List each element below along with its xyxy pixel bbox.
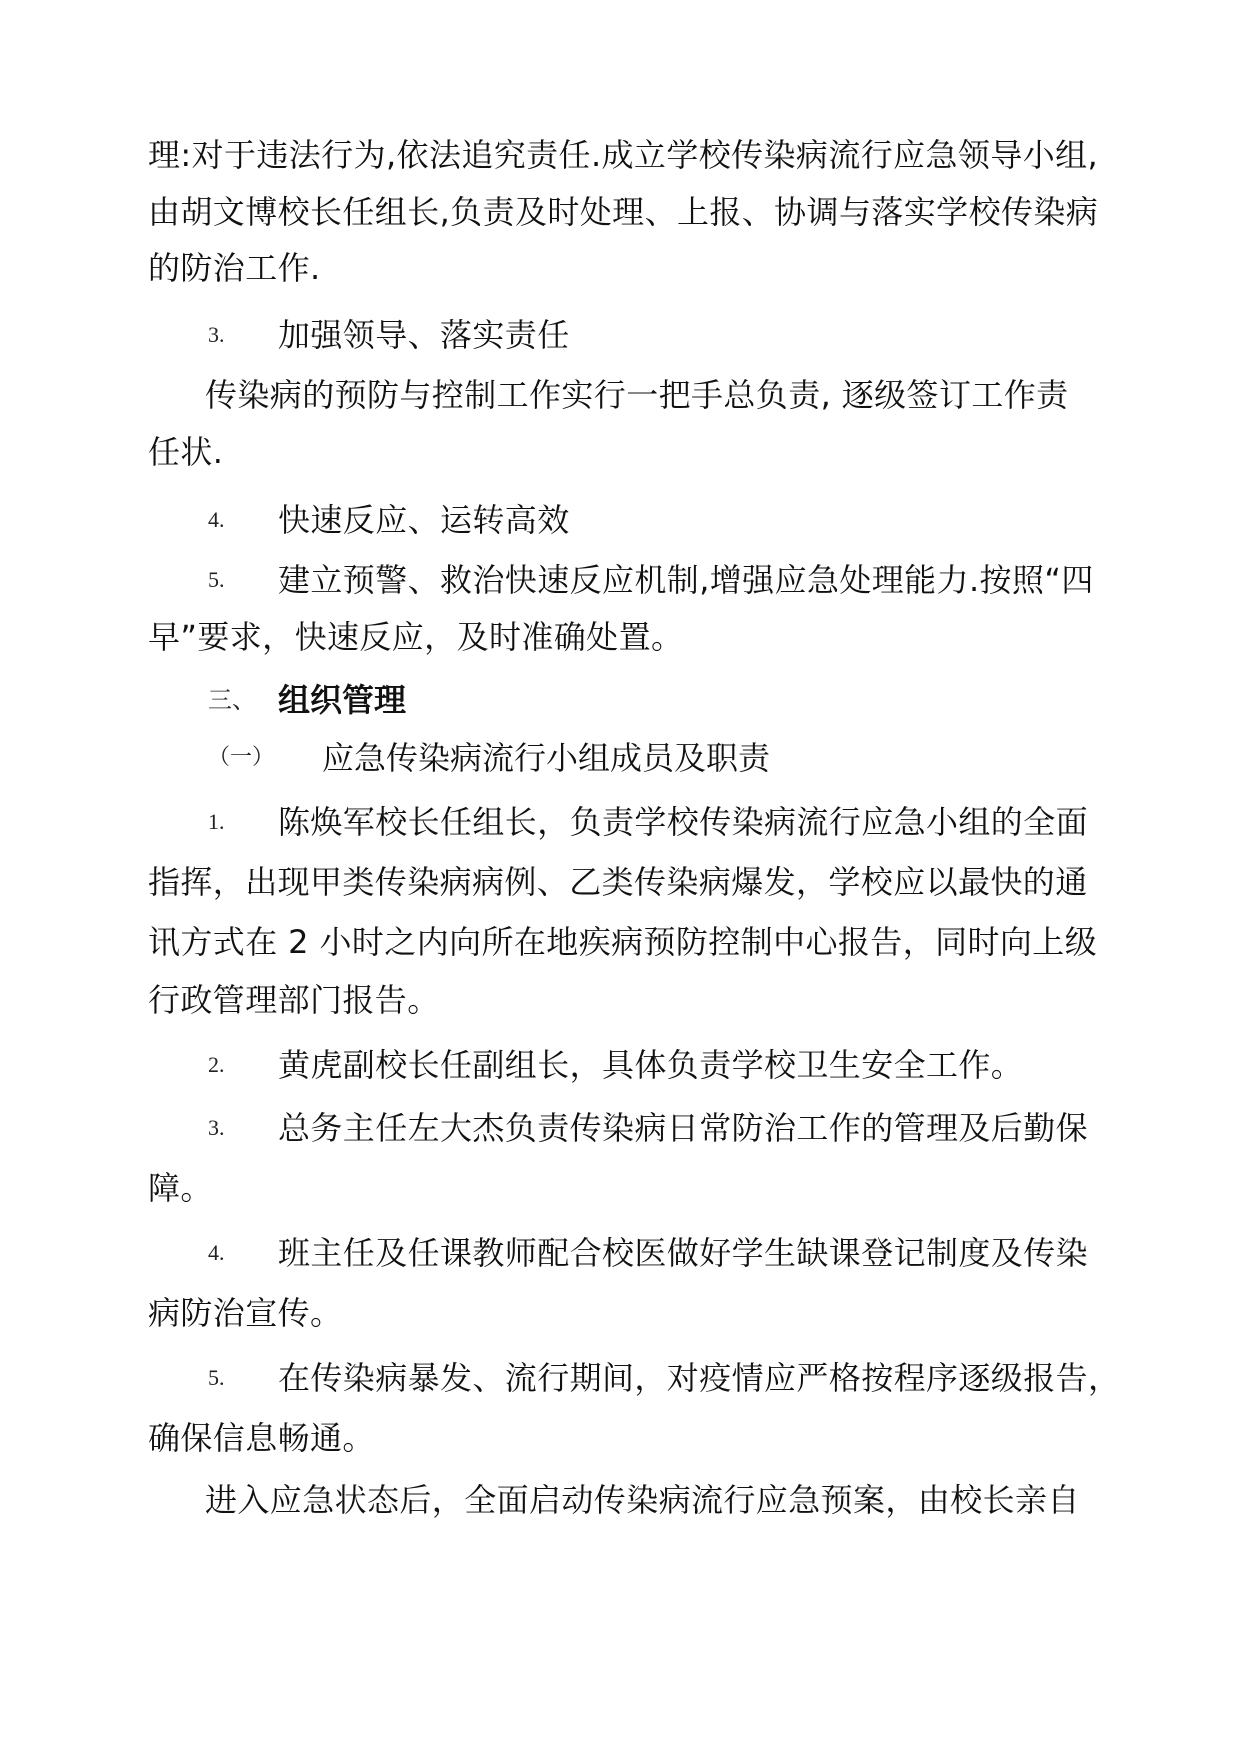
list-item-text: 在传染病暴发、流行期间，对疫情应严格按程序逐级报告，: [278, 1359, 1121, 1397]
list-number: 3.: [208, 322, 225, 347]
section-title: 组织管理: [278, 681, 407, 719]
list-item-text: 建立预警、救治快速反应机制,增强应急处理能力.按照“四: [278, 561, 1094, 599]
section-number: 三、: [208, 686, 256, 714]
subsection-title: 应急传染病流行小组成员及职责: [322, 739, 771, 777]
list-number: 5.: [208, 567, 225, 592]
list-number: 5.: [208, 1365, 225, 1390]
list-item-text: 班主任及任课教师配合校医做好学生缺课登记制度及传染: [278, 1234, 1089, 1272]
list-number: 3.: [208, 1115, 225, 1140]
paragraph-line: 病防治宣传。: [148, 1294, 343, 1332]
paragraph-line: 任状.: [148, 433, 224, 471]
subsection-number: （一）: [208, 745, 275, 770]
paragraph-line: 传染病的预防与控制工作实行一把手总负责, 逐级签订工作责: [205, 376, 1069, 414]
paragraph-line: 的防治工作.: [148, 249, 321, 287]
list-item-text: 总务主任左大杰负责传染病日常防治工作的管理及后勤保: [278, 1109, 1089, 1147]
paragraph-line: 由胡文博校长任组长,负责及时处理、上报、协调与落实学校传染病: [148, 193, 1099, 231]
list-item-text: 快速反应、运转高效: [278, 501, 570, 539]
paragraph-line: 早”要求，快速反应，及时准确处置。: [148, 618, 684, 656]
list-item-text: 加强领导、落实责任: [278, 316, 570, 354]
paragraph-line: 讯方式在 2 小时之内向所在地疾病预防控制中心报告，同时向上级: [148, 923, 1098, 961]
paragraph-line: 行政管理部门报告。: [148, 981, 440, 1019]
paragraph-line: 进入应急状态后，全面启动传染病流行应急预案，由校长亲自: [205, 1481, 1080, 1519]
list-item-text: 陈焕军校长任组长，负责学校传染病流行应急小组的全面: [278, 803, 1089, 841]
list-item-text: 黄虎副校长任副组长，具体负责学校卫生安全工作。: [278, 1046, 1024, 1084]
paragraph-line: 障。: [148, 1169, 213, 1207]
paragraph-line: 确保信息畅通。: [148, 1419, 375, 1457]
paragraph-line: 理:对于违法行为,依法追究责任.成立学校传染病流行应急领导小组,: [148, 136, 1099, 174]
paragraph-line: 指挥，出现甲类传染病病例、乙类传染病爆发，学校应以最快的通: [148, 863, 1088, 901]
list-number: 2.: [208, 1052, 225, 1077]
list-number: 1.: [208, 809, 225, 834]
list-number: 4.: [208, 1240, 225, 1265]
list-number: 4.: [208, 507, 225, 532]
